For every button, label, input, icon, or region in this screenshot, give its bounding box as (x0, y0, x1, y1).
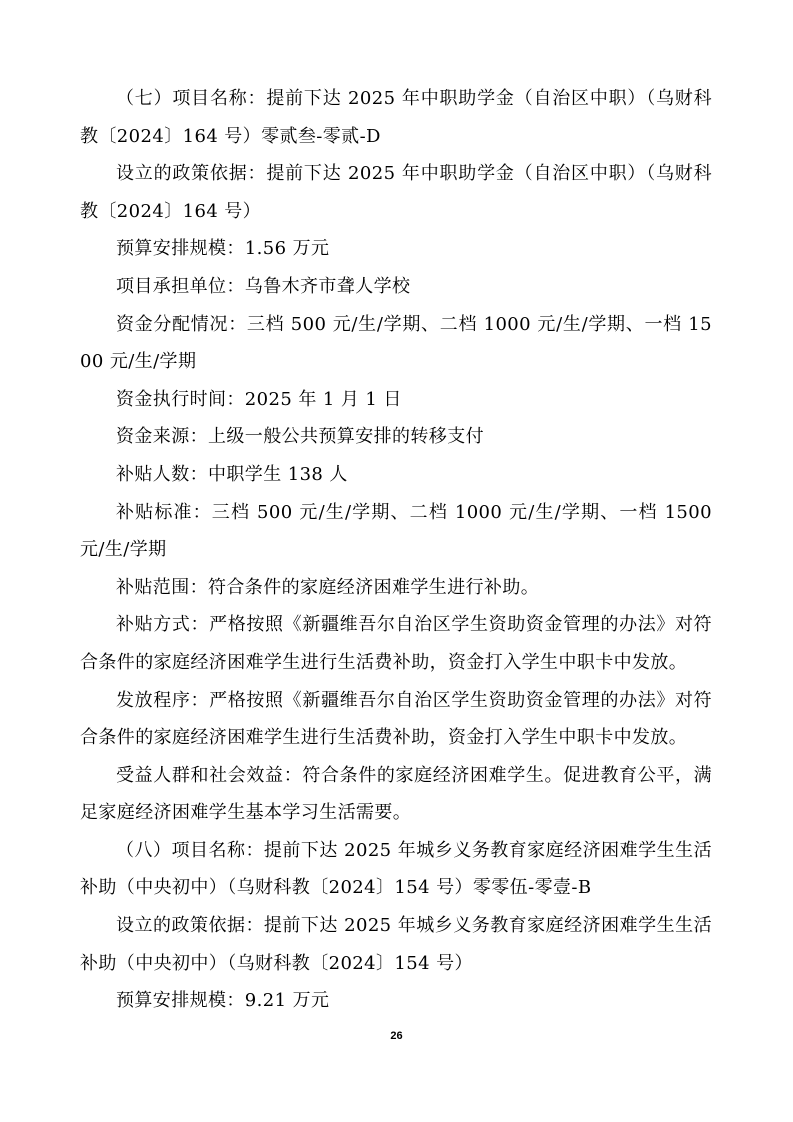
paragraph-fund-allocation: 资金分配情况：三档 500 元/生/学期、二档 1000 元/生/学期、一档 1500 元/生/学期 (80, 313, 712, 373)
paragraph-fund-source: 资金来源：上级一般公共预算安排的转移支付 (116, 426, 484, 448)
paragraph-responsible-unit: 项目承担单位：乌鲁木齐市聋人学校 (116, 275, 411, 297)
paragraph-budget-scale-7: 预算安排规模：1.56 万元 (116, 238, 330, 260)
paragraph-subsidy-standard: 补贴标准：三档 500 元/生/学期、二档 1000 元/生/学期、一档 1500 元/生/学期 (80, 501, 712, 561)
paragraph-subsidy-scope: 补贴范围：符合条件的家庭经济困难学生进行补助。 (116, 576, 540, 598)
paragraph-policy-basis-8: 设立的政策依据：提前下达 2025 年城乡义务教育家庭经济困难学生生活补助（中央初中）（乌财科教〔2024〕154 号） (80, 915, 712, 974)
paragraph-subsidy-count: 补贴人数：中职学生 138 人 (116, 463, 348, 485)
paragraph-subsidy-method: 补贴方式：严格按照《新疆维吾尔自治区学生资助资金管理的办法》对符合条件的家庭经济困难学生进行生活费补助，资金打入学生中职卡中发放。 (80, 614, 712, 673)
paragraph-budget-scale-8: 预算安排规模：9.21 万元 (116, 990, 330, 1012)
page-number: 26 (390, 1030, 403, 1042)
paragraph-distribution-procedure: 发放程序：严格按照《新疆维吾尔自治区学生资助资金管理的办法》对符合条件的家庭经济困难学生进行生活费补助，资金打入学生中职卡中发放。 (80, 689, 712, 749)
paragraph-beneficiaries: 受益人群和社会效益：符合条件的家庭经济困难学生。促进教育公平，满足家庭经济困难学生基本学习生活需要。 (80, 764, 712, 824)
paragraph-execution-time: 资金执行时间：2025 年 1 月 1 日 (116, 388, 402, 410)
document-body (80, 80, 712, 1020)
paragraph-project-7-name: （七）项目名称：提前下达 2025 年中职助学金（自治区中职）（乌财科教〔2024〕164 号）零贰叁-零贰-D (80, 88, 712, 147)
paragraph-project-8-name: （八）项目名称：提前下达 2025 年城乡义务教育家庭经济困难学生生活补助（中央初中）（乌财科教〔2024〕154 号）零零伍-零壹-B (80, 839, 712, 899)
paragraph-policy-basis-7: 设立的政策依据：提前下达 2025 年中职助学金（自治区中职）（乌财科教〔2024〕164 号） (80, 163, 712, 222)
